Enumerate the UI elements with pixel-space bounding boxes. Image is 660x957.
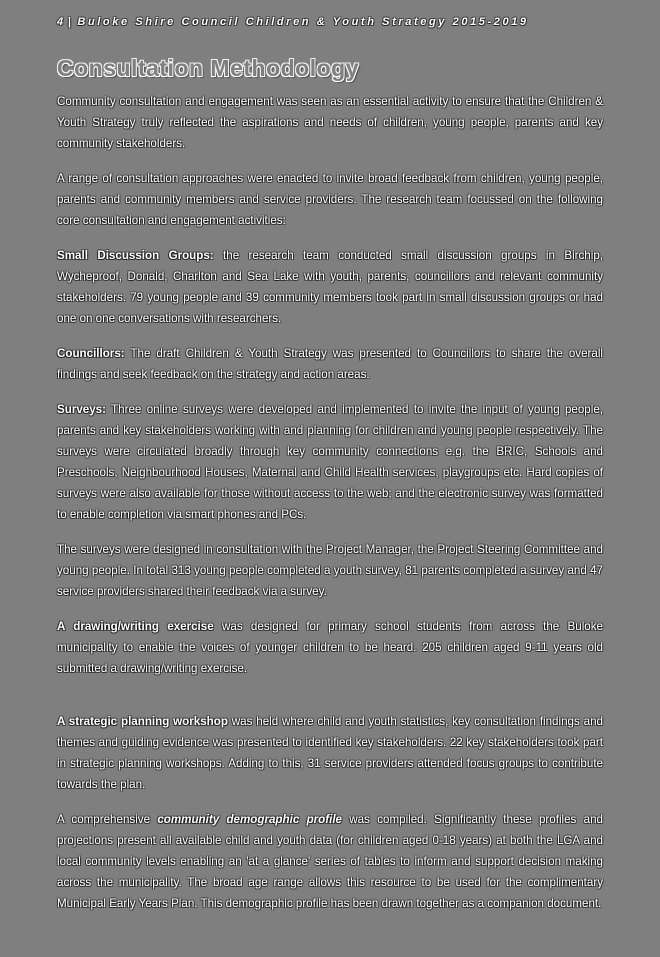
paragraph-segment: was held where child and youth statistics, key consultation findings and themes and guiding evidence was presented to identified key stakeholders. 22 key stakeholders took part in strategic planning workshops. Adding to this, 31 service providers attended focus groups to contribute towards the plan. — [57, 715, 603, 791]
page-number: 4 — [57, 16, 66, 28]
paragraph-segment: was designed for primary school students from across the Buloke municipality to enable the voices of younger children to be heard. 205 children aged 9-11 years old submitted a drawing/writing exercise. — [57, 620, 603, 675]
paragraph-segment: community demographic profile — [157, 813, 342, 826]
paragraph-segment: Three online surveys were developed and implemented to invite the input of young people, parents and key stakeholders working with and planning for children and young people respectively. The surveys were circulated broadly through key community connections e.g. the BRIC, Schools and Preschools, Neighbourhood Houses, Maternal and Child Health services, playgroups etc. Hard copies of surveys were also available for those without access to the web; and the electronic survey was formatted to enable completion via smart phones and PCs. — [57, 403, 603, 521]
paragraph — [57, 343, 603, 385]
paragraph-segment: Small Discussion Groups: — [57, 249, 214, 262]
paragraph — [57, 539, 603, 602]
paragraph-segment: was compiled. Significantly these profiles and projections present all available child and youth data (for children aged 0-18 years) at both the LGA and local community levels enabling an 'at a glance' series of tables to inform and support decision making across the municipality. The broad age range allows this resource to be used for the complimentary Municipal Early Years Plan. This demographic profile has been drawn together as a companion document. — [57, 813, 603, 910]
page-header — [57, 16, 603, 28]
paragraph-segment: the research team conducted small discussion groups in Birchip, Wycheproof, Donald, Charlton and Sea Lake with youth, parents, councillors and relevant community stakeholders. 79 young people and 39 community members took part in small discussion groups or had one on one conversations with researchers. — [57, 249, 603, 325]
paragraph-segment: Surveys: — [57, 403, 106, 416]
paragraph — [57, 168, 603, 231]
paragraph-segment: The surveys were designed in consultation with the Project Manager, the Project Steering Committee and young people. In total 313 young people completed a youth survey, 81 parents completed a survey and 47 service providers shared their feedback via a survey. — [57, 543, 603, 598]
paragraph — [57, 809, 603, 914]
paragraph — [57, 91, 603, 154]
paragraph-segment: A strategic planning workshop — [57, 715, 228, 728]
paragraph-segment: Community consultation and engagement was seen as an essential activity to ensure that the Children & Youth Strategy truly reflected the aspirations and needs of children, young people, parents and key community stakeholders. — [57, 95, 603, 150]
paragraph-segment: A comprehensive — [57, 813, 158, 826]
document-body — [57, 91, 603, 914]
paragraph-segment: Councillors: — [57, 347, 125, 360]
paragraph-segment: A range of consultation approaches were enacted to invite broad feedback from children, young people, parents and community members and service providers. The research team focussed on the following core consultation and engagement activities: — [57, 172, 603, 227]
paragraph — [57, 399, 603, 525]
header-separator: | — [67, 16, 74, 28]
paragraph-segment: The draft Children & Youth Strategy was presented to Councillors to share the overall findings and seek feedback on the strategy and action areas. — [57, 347, 603, 381]
paragraph — [57, 245, 603, 329]
header-title: Buloke Shire Council Children & Youth Strategy 2015-2019 — [77, 16, 529, 28]
paragraph — [57, 616, 603, 679]
page-title: Consultation Methodology — [57, 55, 360, 81]
paragraph — [57, 711, 603, 795]
paragraph-segment: A drawing/writing exercise — [57, 620, 214, 633]
